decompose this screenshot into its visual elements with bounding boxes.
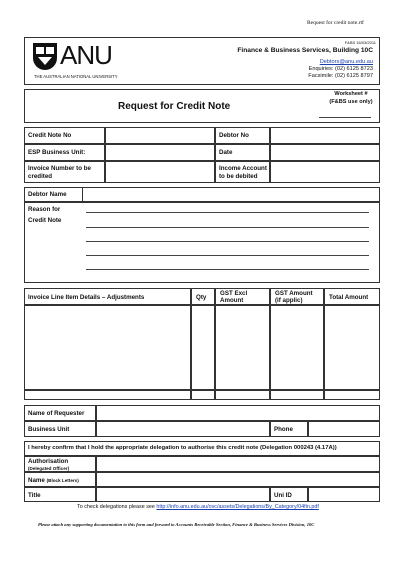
debtors-email-link[interactable]: Debtors@anu.edu.au <box>319 59 373 65</box>
col-gst-excl-l2: Amount <box>220 297 244 304</box>
form-title: Request for Credit Note <box>118 101 231 112</box>
debtor-no-label-cell <box>215 127 270 144</box>
requester-name-label: Name of Requester <box>28 410 85 417</box>
col-total-label: Total Amount <box>329 294 369 301</box>
logo-text: ANU <box>60 40 112 70</box>
reason-line <box>86 255 369 256</box>
income-account-label-l2: to be debited <box>219 173 258 180</box>
credit-note-no-field[interactable] <box>105 127 215 144</box>
col-gst-amount-l1: GST Amount <box>275 290 313 297</box>
authorisation-field[interactable] <box>96 456 380 472</box>
confirm-row <box>24 441 380 456</box>
uni-id-label-cell <box>270 487 308 502</box>
auth-label-cell <box>24 456 96 472</box>
esp-business-unit-field[interactable] <box>105 144 215 161</box>
name-sub-label: (Block Letters) <box>46 478 79 483</box>
invoice-number-label-l2: credited <box>28 173 53 180</box>
uni-id-field[interactable] <box>308 487 380 502</box>
debtor-no-field[interactable] <box>270 127 380 144</box>
enquiries-phone: (02) 6125 8723 <box>335 66 373 72</box>
worksheet-label: Worksheet # <box>334 91 368 97</box>
col-header-gst-excl <box>215 288 270 305</box>
crest-icon <box>33 43 57 70</box>
invoice-number-label-cell <box>24 161 105 183</box>
enquiries-label: Enquiries: <box>308 66 334 72</box>
credit-note-no-label: Credit Note No <box>28 132 72 139</box>
credit-note-no-label-cell <box>24 127 105 144</box>
col-header-qty <box>191 288 215 305</box>
business-unit-label-cell <box>24 421 96 437</box>
debtor-name-field[interactable] <box>82 187 380 202</box>
confirm-text: I hereby confirm that I hold the appropriate delegation to authorise this credit note (Delegation 000243 (4.17A)) <box>28 445 337 451</box>
reason-line <box>86 269 369 270</box>
phone-label: Phone <box>274 426 293 433</box>
qty-body-cell[interactable] <box>191 305 215 390</box>
reason-line <box>86 241 369 242</box>
qty-total-cell[interactable] <box>191 390 215 400</box>
reason-label-l2: Credit Note <box>28 217 62 224</box>
requester-name-field[interactable] <box>96 405 380 421</box>
date-field[interactable] <box>270 144 380 161</box>
worksheet-sub: (F&BS use only) <box>329 99 373 105</box>
name-field[interactable] <box>96 472 380 487</box>
esp-business-unit-label: ESP Business Unit: <box>28 149 86 156</box>
income-account-label-cell <box>215 161 270 183</box>
esp-business-unit-label-cell <box>24 144 105 161</box>
details-body-cell[interactable] <box>24 305 191 390</box>
col-qty-label: Qty <box>196 294 207 301</box>
debtor-name-label: Debtor Name <box>28 191 67 198</box>
debtor-no-label: Debtor No <box>219 132 249 139</box>
phone-field[interactable] <box>308 421 380 437</box>
auth-label: Authorisation <box>28 458 69 465</box>
anu-logo <box>33 40 118 79</box>
income-account-field[interactable] <box>270 161 380 183</box>
invoice-number-label-l1: Invoice Number to be <box>28 165 91 172</box>
title-label-cell <box>24 487 96 502</box>
name-label: Name <box>28 477 45 484</box>
title-box <box>24 89 380 123</box>
delegations-prefix: To check delegations please see <box>77 504 157 510</box>
university-name: THE AUSTRALIAN NATIONAL UNIVERSITY <box>34 74 118 79</box>
department-name: Finance & Business Services, Building 10C <box>237 47 373 54</box>
reason-line <box>86 227 369 228</box>
totals-blank-cell <box>24 390 191 400</box>
requester-name-label-cell <box>24 405 96 421</box>
invoice-number-field[interactable] <box>105 161 215 183</box>
name-label-cell <box>24 472 96 487</box>
col-header-gst-amount <box>270 288 324 305</box>
facsimile-row <box>308 73 373 79</box>
title-label: Title <box>28 492 41 499</box>
col-details-label: Invoice Line Item Details – Adjustments <box>28 294 145 301</box>
reason-label-l1: Reason for <box>28 206 61 213</box>
date-label-cell <box>215 144 270 161</box>
title-field[interactable] <box>96 487 270 502</box>
col-header-details <box>24 288 191 305</box>
col-gst-amount-l2: (if applic) <box>275 297 303 304</box>
facsimile-label: Facsimile: <box>308 73 334 79</box>
document-filename: Request for credit note.rtf <box>307 20 364 26</box>
total-body-cell[interactable] <box>324 305 380 390</box>
gst-amount-body-cell[interactable] <box>270 305 324 390</box>
name-label-group <box>28 477 79 484</box>
form-code: F&BS 16/03/2011 <box>344 40 376 45</box>
gst-amount-total-cell[interactable] <box>270 390 324 400</box>
income-account-label-l1: Income Account <box>219 165 267 172</box>
facsimile-number: (02) 6125 8797 <box>335 73 373 79</box>
col-gst-excl-l1: GST Excl <box>220 290 248 297</box>
auth-sub-label: (Delegated Officer) <box>28 466 70 471</box>
footer-instructions: Please attach any supporting documentation to this form and forward to Accounts Receivable Section, Finance & Business Services Division, 10C <box>38 522 315 527</box>
delegations-note <box>77 504 319 510</box>
uni-id-label: Uni ID <box>274 492 292 499</box>
enquiries-row <box>309 66 373 72</box>
worksheet-input-line[interactable] <box>319 117 371 118</box>
total-amount-total-cell[interactable] <box>324 390 380 400</box>
reason-field[interactable] <box>86 208 369 278</box>
business-unit-field[interactable] <box>96 421 270 437</box>
gst-excl-total-cell[interactable] <box>215 390 270 400</box>
phone-label-cell <box>270 421 308 437</box>
business-unit-label: Business Unit <box>28 426 70 433</box>
col-header-total <box>324 288 380 305</box>
header-box <box>24 37 380 85</box>
gst-excl-body-cell[interactable] <box>215 305 270 390</box>
delegations-link[interactable]: http://info.anu.edu.au/ovc/assets/Delegations/By_Category/04fin.pdf <box>156 504 319 510</box>
date-label: Date <box>219 149 233 156</box>
reason-line <box>86 212 369 213</box>
